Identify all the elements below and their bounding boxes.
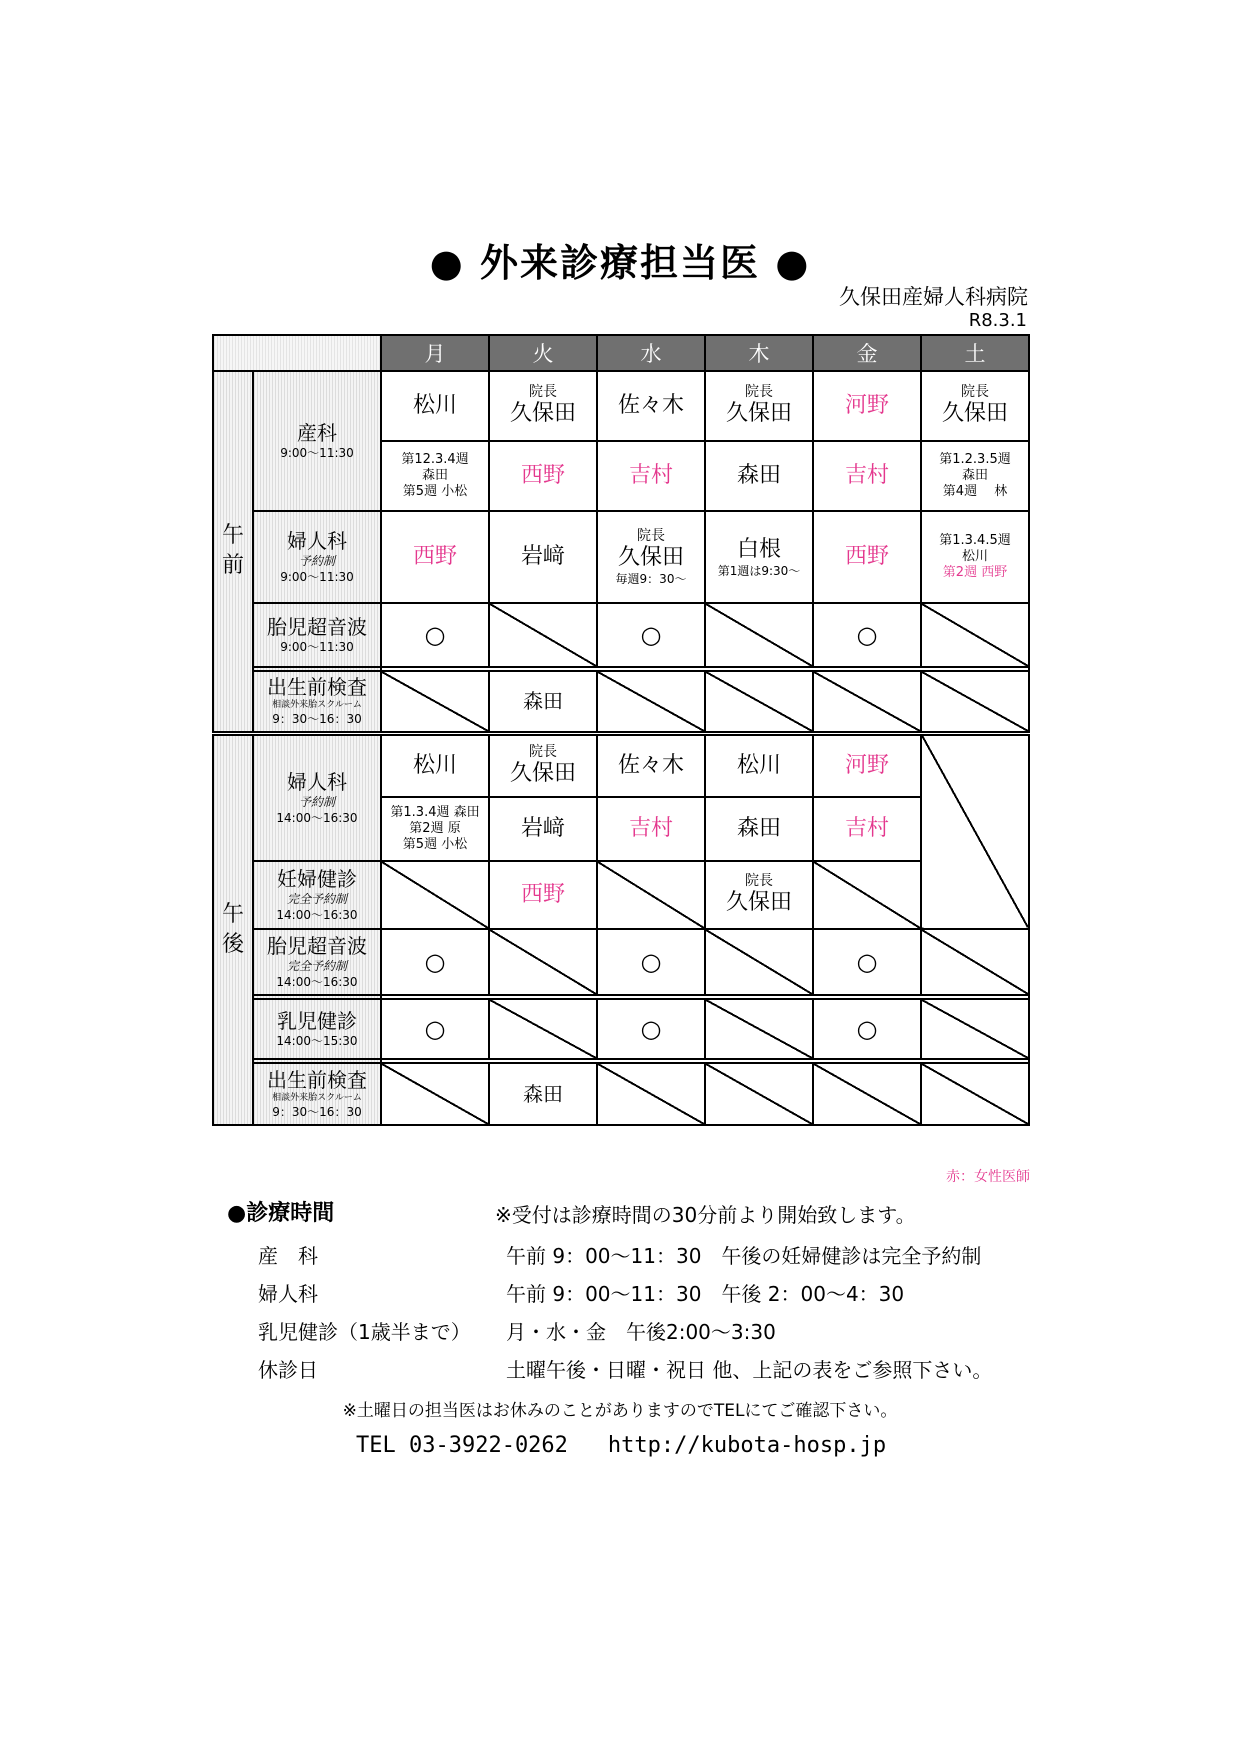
am-prenatal-row (213, 671, 1029, 733)
cell-mon (381, 999, 489, 1059)
pm-gynecology-label (253, 733, 381, 861)
am-ultrasound-row (213, 603, 1029, 667)
doctor-name: 森田 (523, 689, 563, 714)
cell-mon (381, 797, 489, 861)
cell-fri (813, 733, 921, 797)
day-mon: 月 (381, 335, 489, 371)
cell-fri (813, 511, 921, 603)
cell-sat-closed (921, 1063, 1029, 1125)
doctor-name: 吉村 (628, 463, 673, 488)
doctor-role: 院長 (529, 384, 557, 400)
doctor-name: 久保田 (941, 401, 1008, 426)
dept-name: 胎児超音波 (267, 615, 367, 639)
cell-fri (813, 371, 921, 441)
cell-mon (381, 511, 489, 603)
schedule-line: 第1.3.4.5週 (939, 533, 1011, 548)
cell-sat-closed (921, 671, 1029, 733)
hours-value-closed: 土曜午後・日曜・祝日 他、上記の表をご参照下さい。 (506, 1358, 993, 1382)
schedule-line: 第4週 林 (942, 484, 1008, 499)
dept-note: 相談外来胎スクルーム (272, 1093, 362, 1103)
cell-fri-closed (813, 671, 921, 733)
doctor-name: 佐々木 (617, 393, 684, 418)
available-mark: ○ (856, 948, 878, 976)
dept-time: 9：30～16：30 (272, 1105, 362, 1119)
cell-tue (489, 671, 597, 733)
doctor-name: 西野 (520, 463, 565, 488)
doctor-name: 河野 (844, 393, 889, 418)
cell-sat-closed (921, 733, 1029, 929)
dept-name: 出生前検査 (267, 675, 367, 700)
doctor-name: 森田 (736, 463, 781, 488)
pm-gynecology-row1 (213, 733, 1029, 797)
am-obstetrics-label (253, 371, 381, 511)
cell-wed (597, 797, 705, 861)
dept-time: 9：30～16：30 (272, 712, 362, 727)
cell-sat-closed (921, 603, 1029, 667)
cell-mon-closed (381, 861, 489, 929)
hours-label-infant: 乳児健診（1歳半まで） (258, 1320, 471, 1344)
dept-name: 妊婦健診 (277, 867, 357, 891)
cell-wed (597, 733, 705, 797)
doctor-role: 院長 (745, 384, 773, 400)
header-row (213, 335, 1029, 371)
cell-mon (381, 371, 489, 441)
cell-mon (381, 733, 489, 797)
cell-fri (813, 441, 921, 511)
am-period-label (213, 371, 253, 733)
dept-note: 相談外来胎スクルーム (272, 700, 362, 711)
cell-thu (705, 441, 813, 511)
cell-tue-closed (489, 929, 597, 995)
pm-period-label (213, 733, 253, 1125)
cell-tue (489, 511, 597, 603)
dept-note: 完全予約制 (286, 959, 347, 973)
schedule-line: 第1.3.4週 森田 (390, 805, 480, 820)
cell-thu-closed (705, 1063, 813, 1125)
schedule-line: 森田 (421, 468, 448, 483)
doctor-name: 吉村 (844, 816, 889, 841)
cell-tue (489, 861, 597, 929)
am-label: 午 前 (221, 523, 244, 579)
am-ultrasound-label (253, 603, 381, 667)
dept-time: 14:00～15:30 (276, 1034, 358, 1048)
dept-note: 予約制 (298, 794, 335, 809)
cell-thu (705, 861, 813, 929)
dept-time: 14:00～16:30 (276, 975, 358, 989)
available-mark: ○ (856, 621, 878, 649)
hours-note: ※受付は診療時間の30分前より開始致します。 (495, 1203, 916, 1227)
cell-tue (489, 371, 597, 441)
cell-wed-closed (597, 671, 705, 733)
cell-wed-closed (597, 861, 705, 929)
hours-label-gynecology: 婦人科 (258, 1282, 318, 1306)
schedule-line: 第5週 小松 (402, 484, 468, 499)
day-tue: 火 (489, 335, 597, 371)
schedule-line: 第12.3.4週 (401, 452, 469, 467)
cell-mon (381, 603, 489, 667)
doctor-name: 吉村 (844, 463, 889, 488)
doctor-name: 森田 (523, 1082, 563, 1106)
pm-label: 午 後 (221, 901, 244, 957)
doctor-role: 院長 (637, 528, 665, 544)
pm-ultrasound-row (213, 929, 1029, 995)
doctor-role: 院長 (745, 873, 773, 889)
cell-fri-closed (813, 861, 921, 929)
schedule-note: 第1週は9:30～ (717, 564, 801, 578)
cell-fri (813, 797, 921, 861)
dept-name: 産科 (297, 421, 337, 445)
hours-value-infant: 月・水・金 午後2:00～3:30 (506, 1320, 776, 1344)
cell-mon-closed (381, 671, 489, 733)
available-mark: ○ (424, 621, 446, 649)
pm-infant-label (253, 999, 381, 1059)
cell-thu-closed (705, 671, 813, 733)
doctor-name: 西野 (520, 882, 565, 907)
doctor-name: 吉村 (628, 816, 673, 841)
cell-thu (705, 797, 813, 861)
cell-sat (921, 371, 1029, 441)
schedule-line: 松川 (961, 549, 988, 564)
doctor-name: 久保田 (509, 401, 576, 426)
pm-ultrasound-label (253, 929, 381, 995)
legend-female-doctor: 赤：女性医師 (946, 1169, 1030, 1185)
phone-number: TEL 03-3922-0262 (356, 1433, 568, 1458)
am-gynecology-label (253, 511, 381, 603)
cell-thu (705, 733, 813, 797)
available-mark: ○ (640, 1015, 662, 1043)
corner-cell (213, 335, 381, 371)
dept-note: 完全予約制 (286, 892, 347, 906)
dept-name: 胎児超音波 (267, 934, 367, 958)
cell-wed-closed (597, 1063, 705, 1125)
dept-time: 9:00～11:30 (280, 570, 354, 584)
dept-name: 婦人科 (287, 529, 347, 553)
cell-tue (489, 1063, 597, 1125)
hours-value-gynecology: 午前 9：00～11：30 午後 2：00～4：30 (506, 1282, 905, 1306)
am-obstetrics-row1 (213, 371, 1029, 441)
cell-tue-closed (489, 999, 597, 1059)
cell-mon-closed (381, 1063, 489, 1125)
dept-time: 9:00～11:30 (280, 446, 354, 460)
dept-name: 乳児健診 (277, 1009, 357, 1033)
doctor-name: 岩﨑 (520, 816, 565, 841)
doctor-name: 松川 (736, 752, 781, 778)
doctor-name: 久保田 (617, 545, 684, 570)
dept-time: 14:00～16:30 (276, 810, 358, 825)
pm-pregnancy-label (253, 861, 381, 929)
dept-name: 出生前検査 (267, 1068, 367, 1092)
cell-sat-closed (921, 929, 1029, 995)
pm-infant-row (213, 999, 1029, 1059)
schedule-line: 第1.2.3.5週 (939, 452, 1011, 467)
cell-thu-closed (705, 603, 813, 667)
cell-sat (921, 441, 1029, 511)
cell-wed (597, 999, 705, 1059)
hospital-name: 久保田産婦人科病院 (839, 285, 1028, 309)
available-mark: ○ (640, 948, 662, 976)
cell-sat (921, 511, 1029, 603)
cell-wed (597, 511, 705, 603)
schedule-line: 第2週 西野 (942, 565, 1008, 580)
cell-tue (489, 797, 597, 861)
pm-pregnancy-row (213, 861, 1029, 929)
doctor-name: 岩﨑 (520, 544, 565, 569)
page-title: ● 外来診療担当医 ● (429, 241, 811, 285)
dept-name: 婦人科 (287, 769, 347, 794)
doctor-name: 佐々木 (617, 752, 684, 778)
available-mark: ○ (640, 621, 662, 649)
cell-wed (597, 441, 705, 511)
hours-label-obstetrics: 産 科 (258, 1244, 318, 1268)
schedule-line: 第5週 小松 (402, 837, 468, 852)
doctor-role: 院長 (529, 743, 557, 760)
cell-thu (705, 371, 813, 441)
day-sat: 土 (921, 335, 1029, 371)
dept-time: 14:00～16:30 (276, 908, 358, 922)
cell-thu-closed (705, 929, 813, 995)
pm-prenatal-label (253, 1063, 381, 1125)
cell-thu-closed (705, 999, 813, 1059)
cell-wed (597, 603, 705, 667)
cell-wed (597, 929, 705, 995)
cell-tue (489, 733, 597, 797)
am-gynecology-row (213, 511, 1029, 603)
cell-tue (489, 441, 597, 511)
schedule-note: 毎週9：30～ (615, 572, 687, 586)
website-link[interactable]: http://kubota-hosp.jp (607, 1433, 887, 1458)
am-prenatal-label (253, 671, 381, 733)
revision-date: R8.3.1 (968, 310, 1027, 331)
doctor-name: 松川 (412, 752, 457, 778)
doctor-name: 久保田 (725, 890, 792, 915)
available-mark: ○ (424, 1015, 446, 1043)
available-mark: ○ (424, 948, 446, 976)
doctor-name: 西野 (412, 544, 457, 569)
dept-note: 予約制 (298, 554, 335, 568)
dept-time: 9:00～11:30 (280, 640, 354, 654)
doctor-name: 西野 (844, 544, 889, 569)
cell-fri-closed (813, 1063, 921, 1125)
doctor-name: 久保田 (725, 401, 792, 426)
day-wed: 水 (597, 335, 705, 371)
schedule-line: 第2週 原 (409, 821, 461, 836)
doctor-name: 森田 (736, 816, 781, 841)
doctor-name: 河野 (844, 752, 889, 778)
cell-wed (597, 371, 705, 441)
contact-line (356, 1433, 926, 1458)
cell-tue-closed (489, 603, 597, 667)
cell-fri (813, 999, 921, 1059)
doctor-role: 院長 (961, 384, 989, 400)
doctor-name: 久保田 (509, 760, 576, 786)
day-thu: 木 (705, 335, 813, 371)
cell-sat-closed (921, 999, 1029, 1059)
hours-label-closed: 休診日 (258, 1358, 318, 1382)
pm-prenatal-row (213, 1063, 1029, 1125)
cell-fri (813, 603, 921, 667)
hours-value-obstetrics: 午前 9：00～11：30 午後の妊婦健診は完全予約制 (506, 1244, 982, 1268)
schedule-line: 森田 (961, 468, 988, 483)
available-mark: ○ (856, 1015, 878, 1043)
doctor-name: 松川 (412, 393, 457, 418)
cell-mon (381, 929, 489, 995)
schedule-table (212, 334, 1030, 1126)
saturday-footnote: ※土曜日の担当医はお休みのことがありますのでTELにてご確認下さい。 (342, 1401, 898, 1421)
cell-mon (381, 441, 489, 511)
hours-title: ●診療時間 (227, 1201, 335, 1226)
doctor-name: 白根 (736, 537, 781, 562)
cell-thu (705, 511, 813, 603)
cell-fri (813, 929, 921, 995)
day-fri: 金 (813, 335, 921, 371)
